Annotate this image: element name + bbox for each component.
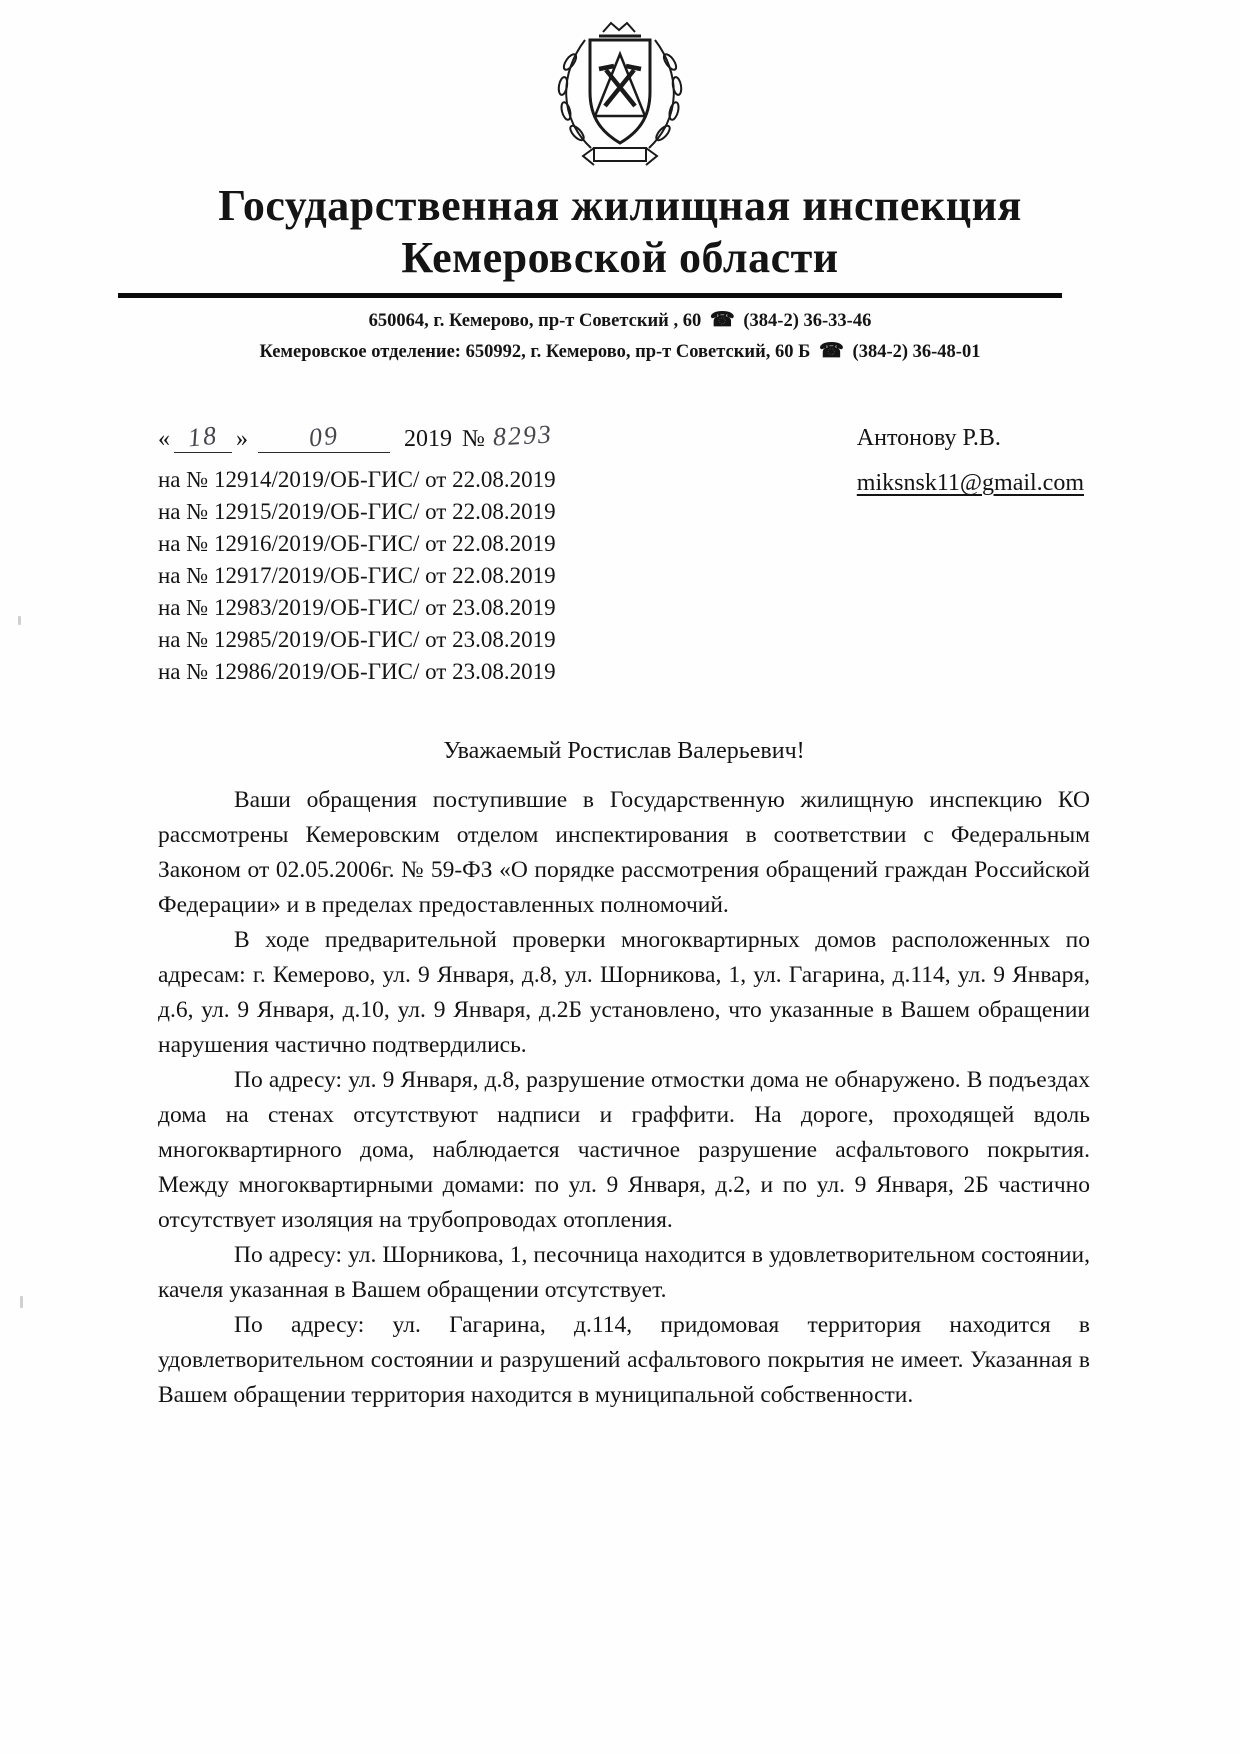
recipient-block <box>857 424 1084 498</box>
phone-icon: ☎ <box>818 339 844 362</box>
address-line-2 <box>0 336 1240 367</box>
reference-item: на № 12985/2019/ОБ-ГИС/ от 23.08.2019 <box>158 627 556 653</box>
reference-item: на № 12914/2019/ОБ-ГИС/ от 22.08.2019 <box>158 467 556 493</box>
salutation: Уважаемый Ростислав Валерьевич! <box>443 738 805 765</box>
handwritten-day: 18 <box>186 420 220 453</box>
reference-item: на № 12986/2019/ОБ-ГИС/ от 23.08.2019 <box>158 659 556 685</box>
phone-number-2: (384-2) 36-48-01 <box>852 341 981 362</box>
body-paragraph: По адресу: ул. Шорникова, 1, песочница находится в удовлетворительном состоянии, качеля указанная в Вашем обращении отсутствует. <box>158 1242 1090 1304</box>
reference-item: на № 12916/2019/ОБ-ГИС/ от 22.08.2019 <box>158 531 556 557</box>
address-text-1: 650064, г. Кемерово, пр-т Советский , 60 <box>368 310 702 331</box>
date-day-blank <box>174 422 232 453</box>
org-name-line-2: Кемеровской области <box>401 232 839 282</box>
reference-item: на № 12915/2019/ОБ-ГИС/ от 22.08.2019 <box>158 499 556 525</box>
reference-item: на № 12917/2019/ОБ-ГИС/ от 22.08.2019 <box>158 563 556 589</box>
handwritten-outgoing-number: 8293 <box>492 419 554 452</box>
address-line-1 <box>0 305 1240 336</box>
phone-icon: ☎ <box>709 308 735 331</box>
quote-open: « <box>158 426 170 453</box>
letter-text <box>158 783 1090 1413</box>
letterhead-rule <box>118 293 1062 298</box>
letter-body <box>158 419 1090 1413</box>
date-month-blank <box>258 422 390 453</box>
handwritten-month: 09 <box>307 420 341 453</box>
quote-close: » <box>236 426 248 453</box>
letterhead-emblem <box>0 0 1240 174</box>
org-name-line-1: Государственная жилищная инспекция <box>218 181 1022 230</box>
address-text-2: Кемеровское отделение: 650992, г. Кемерово, пр-т Советский, 60 Б <box>259 341 811 362</box>
scan-artifact <box>20 1296 23 1308</box>
reference-list <box>158 464 1090 688</box>
scan-artifact <box>18 616 21 625</box>
coat-of-arms-icon <box>544 16 696 174</box>
date-year: 2019 <box>404 426 452 453</box>
recipient-name: Антонову Р.В. <box>856 425 1001 452</box>
body-paragraph: По адресу: ул. 9 Января, д.8, разрушение отмостки дома не обнаружено. В подъездах дома на стенах отсутствуют надписи и граффити. На дороге, проходящей вдоль многоквартирного дома, наблюдается частичное разрушение асфальтового покрытия. Между многоквартирными домами: по ул. 9 Января, д.2, и по ул. 9 Января, 2Б частично отсутствует изоляция на трубопроводах отопления. <box>158 1067 1090 1234</box>
number-sign: № <box>462 426 485 453</box>
letterhead-org-name <box>0 180 1240 284</box>
body-paragraph: По адресу: ул. Гагарина, д.114, придомовая территория находится в удовлетворительном состоянии и разрушений асфальтового покрытия не имеет. Указанная в Вашем обращении территория находится в муниципальной собственности. <box>158 1312 1090 1409</box>
reference-item: на № 12983/2019/ОБ-ГИС/ от 23.08.2019 <box>158 595 556 621</box>
body-paragraph: В ходе предварительной проверки многоквартирных домов расположенных по адресам: г. Кемерово, ул. 9 Января, д.8, ул. Шорникова, 1, ул. Гагарина, д.114, ул. 9 Января, д.6, ул. 9 Января, д.10, ул. 9 Января, д.2Б установлено, что указанные в Вашем обращении нарушения частично подтвердились. <box>158 927 1090 1059</box>
body-paragraph: Ваши обращения поступившие в Государственную жилищную инспекцию КО рассмотрены Кемеровским отделом инспектирования в соответствии с Федеральным Законом от 02.05.2006г. № 59-ФЗ «О порядке рассмотрения обращений граждан Российской Федерации» и в пределах предоставленных полномочий. <box>158 787 1090 919</box>
recipient-email: miksnsk11@gmail.com <box>856 470 1084 497</box>
phone-number-1: (384-2) 36-33-46 <box>743 310 872 331</box>
